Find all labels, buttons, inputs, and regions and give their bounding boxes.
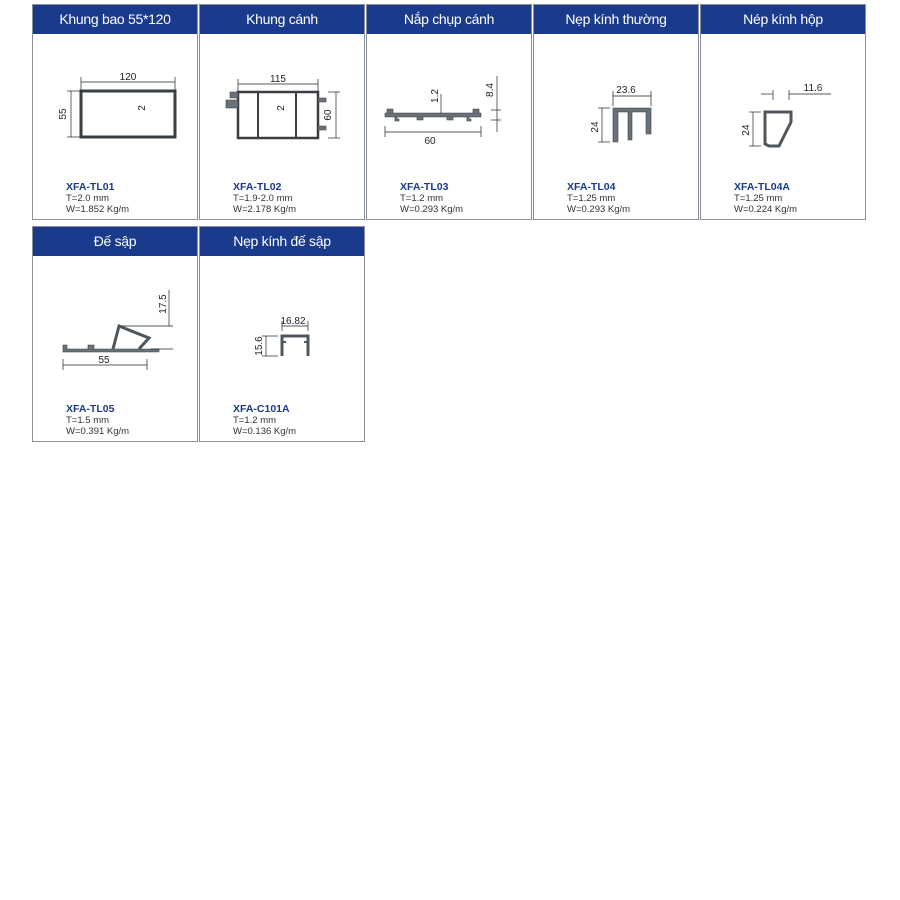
sill-profile-shape (63, 326, 159, 352)
dim-height: 17.5 (158, 294, 169, 314)
dim-width: 60 (424, 136, 436, 147)
product-thickness: T=1.25 mm (734, 193, 783, 204)
dim-wall: 2 (137, 105, 148, 111)
dim-height: 24 (590, 121, 601, 133)
product-weight: W=0.293 Kg/m (400, 204, 464, 215)
product-thickness: T=1.9-2.0 mm (233, 193, 293, 204)
product-title: Nép kính hộp (701, 5, 865, 34)
product-info (400, 181, 463, 215)
product-weight: W=2.178 Kg/m (233, 204, 297, 215)
product-thickness: T=1.25 mm (567, 193, 616, 204)
product-thickness: T=2.0 mm (66, 193, 110, 204)
dim-height: 8.4 (485, 83, 496, 97)
product-code: XFA-TL05 (66, 403, 115, 415)
product-thickness: T=1.2 mm (400, 193, 444, 204)
product-weight: W=1.852 Kg/m (66, 204, 130, 215)
product-weight: W=0.293 Kg/m (567, 204, 631, 215)
product-code: XFA-TL01 (66, 181, 115, 193)
dim-width: 16.82 (280, 316, 306, 327)
product-card-xfa-tl04a (700, 4, 866, 220)
product-info (233, 403, 296, 437)
dim-width: 120 (119, 72, 137, 83)
profile-drawing (200, 34, 364, 174)
product-grid (32, 4, 868, 442)
product-title: Đế sập (33, 227, 197, 256)
product-row-2 (32, 226, 868, 442)
sill-bead-shape (282, 336, 308, 356)
profile-drawing (33, 256, 197, 396)
dim-width: 23.6 (616, 85, 636, 96)
product-card-xfa-tl05 (32, 226, 198, 442)
product-title: Khung bao 55*120 (33, 5, 197, 34)
product-card-xfa-tl03 (366, 4, 532, 220)
profile-drawing (367, 34, 531, 174)
double-glazing-bead-shape (765, 112, 791, 146)
profile-drawing (33, 34, 197, 174)
product-weight: W=0.224 Kg/m (734, 204, 798, 215)
product-info (66, 181, 129, 215)
glazing-bead-shape (613, 108, 651, 142)
product-code: XFA-TL04A (734, 181, 791, 193)
product-title: Nẹp kính thường (534, 5, 698, 34)
dim-height: 15.6 (254, 336, 265, 356)
product-card-xfa-tl04 (533, 4, 699, 220)
profile-drawing (534, 34, 698, 174)
product-code: XFA-TL03 (400, 181, 449, 193)
dim-height: 60 (323, 109, 334, 121)
product-info (66, 403, 129, 437)
product-weight: W=0.136 Kg/m (233, 426, 297, 437)
product-title: Khung cánh (200, 5, 364, 34)
product-title: Nắp chụp cánh (367, 5, 531, 34)
product-row-1 (32, 4, 868, 220)
product-card-xfa-tl02 (199, 4, 365, 220)
product-code: XFA-TL04 (567, 181, 616, 193)
profile-drawing (701, 34, 865, 174)
cover-profile-shape (385, 109, 481, 121)
product-thickness: T=1.2 mm (233, 415, 277, 426)
product-title: Nẹp kính đế sập (200, 227, 364, 256)
product-info (734, 181, 797, 215)
dim-width: 11.6 (803, 83, 823, 94)
product-info (233, 181, 296, 215)
dim-wall: 1.2 (430, 89, 441, 103)
product-card-xfa-c101a (199, 226, 365, 442)
dim-width: 55 (98, 355, 110, 366)
dim-height: 24 (741, 124, 752, 136)
dim-height: 55 (58, 108, 69, 120)
product-code: XFA-C101A (233, 403, 290, 415)
product-card-xfa-tl01 (32, 4, 198, 220)
sash-profile-shape (226, 92, 326, 138)
product-code: XFA-TL02 (233, 181, 282, 193)
product-info (567, 181, 630, 215)
dim-wall: 2 (276, 105, 287, 111)
frame-profile-shape (81, 91, 175, 137)
product-weight: W=0.391 Kg/m (66, 426, 130, 437)
profile-drawing (200, 256, 364, 396)
dim-width: 115 (270, 74, 286, 85)
product-thickness: T=1.5 mm (66, 415, 110, 426)
